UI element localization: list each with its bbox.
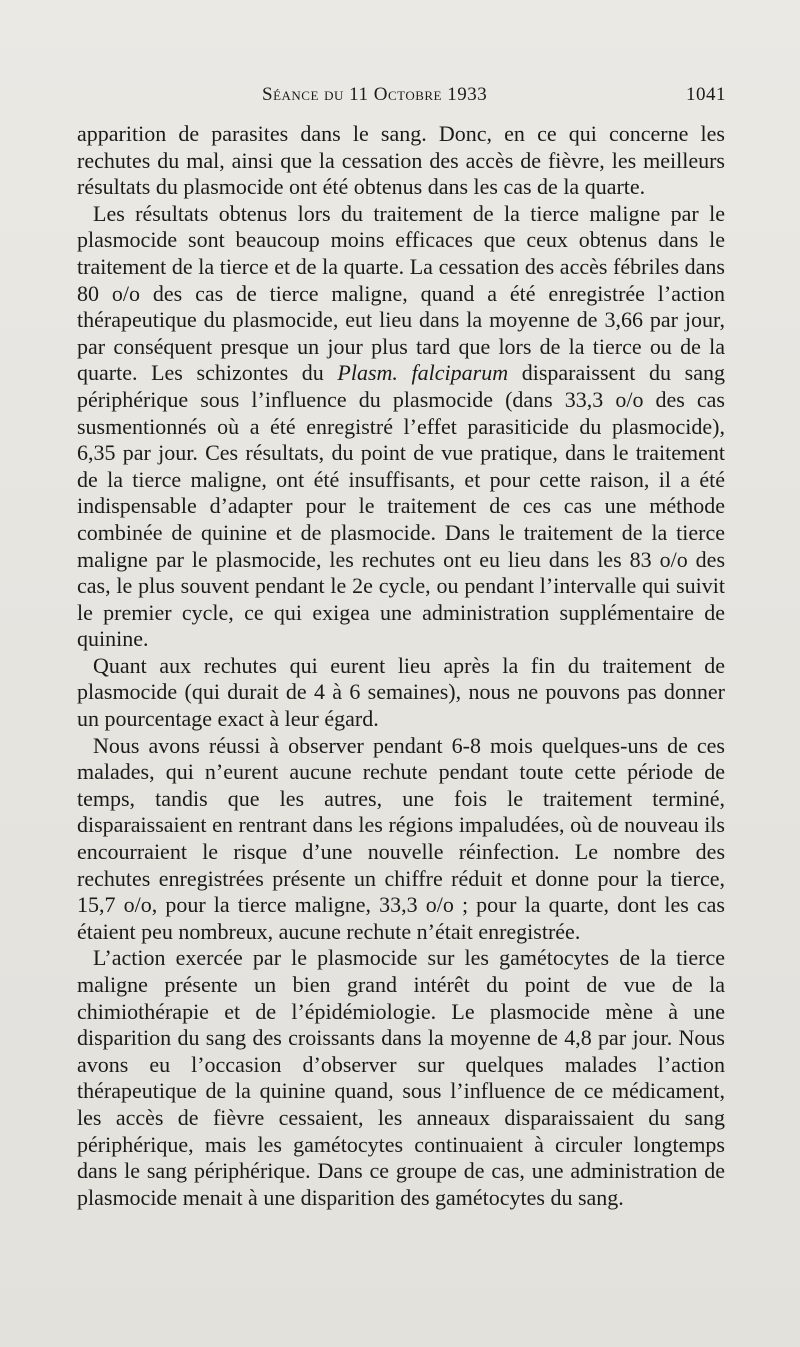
paragraph-text: apparition de parasites dans le sang. Donc, en ce qui concerne les rechutes du mal, ainsi que la cessation des accès de fièvre, les meilleurs résultats du plasmocide ont été obtenus dans les cas de la quarte.	[77, 121, 725, 200]
paragraph-text: disparaissent du sang périphérique sous l’influence du plasmocide (dans 33,3 o/o des cas susmentionnés où a été enregistré l’effet parasiticide du plasmocide), 6,35 par jour. Ces résultats, du point de vue pratique, dans le traitement de la tierce maligne, ont été insuffisants, et pour cette raison, il a été indispensable d’adapter pour le traitement de ces cas une méthode combinée de quinine et de plasmocide. Dans le traitement de la tierce maligne par le plasmocide, les rechutes ont eu lieu dans les 83 o/o des cas, le plus souvent pendant le 2e cycle, ou pendant l’intervalle qui suivit le premier cycle, ce qui exigea une administration supplémentaire de quinine.	[77, 360, 725, 652]
paragraph-text: Les résultats obtenus lors du traitement de la tierce maligne par le plasmocide sont beaucoup moins efficaces que ceux obtenus dans le traitement de la tierce et de la quarte. La cessation des accès fébriles dans 80 o/o des cas de tierce maligne, quand a été enregistrée l’action thérapeutique du plasmocide, eut lieu dans la moyenne de 3,66 par jour, par conséquent presque un jour plus tard que lors de la tierce ou de la quarte. Les schizontes du	[77, 200, 725, 386]
paragraph	[77, 733, 725, 946]
paragraph	[77, 945, 725, 1211]
page-number: 1041	[686, 84, 726, 105]
running-head	[0, 84, 800, 110]
paragraph	[77, 201, 725, 653]
paragraph	[77, 653, 725, 733]
body-text	[77, 121, 725, 1211]
paragraph-text: Nous avons réussi à observer pendant 6-8 mois quelques-uns de ces malades, qui n’eurent aucune rechute pendant toute cette période de temps, tandis que les autres, une fois le traitement terminé, disparaissaient en rentrant dans les régions impaludées, où de nouveau ils encourraient le risque d’une nouvelle réinfection. Le nombre des rechutes enregistrées présente un chiffre réduit et donne pour la tierce, 15,7 o/o, pour la tierce maligne, 33,3 o/o ; pour la quarte, dont les cas étaient peu nombreux, aucune rechute n’était enregistrée.	[77, 732, 725, 944]
paragraph-text: Quant aux rechutes qui eurent lieu après la fin du traitement de plasmocide (qui durait de 4 à 6 semaines), nous ne pouvons pas donner un pourcentage exact à leur égard.	[77, 652, 725, 732]
paragraph	[77, 121, 725, 201]
italic-text: Plasm. falciparum	[337, 360, 509, 386]
running-title: Séance du 11 Octobre 1933	[262, 84, 488, 105]
paragraph-text: L’action exercée par le plasmocide sur les gamétocytes de la tierce maligne présente un bien grand intérêt du point de vue de la chimiothérapie et de l’épidémiologie. Le plasmocide mène à une disparition du sang des croissants dans la moyenne de 4,8 par jour. Nous avons eu l’occasion d’observer sur quelques malades l’action thérapeutique de la quinine quand, sous l’influence de ce médicament, les accès de fièvre cessaient, les anneaux disparaissaient du sang périphérique, mais les gamétocytes continuaient à circuler longtemps dans le sang périphérique. Dans ce groupe de cas, une administration de plasmocide menait à une disparition des gamétocytes du sang.	[77, 945, 725, 1210]
